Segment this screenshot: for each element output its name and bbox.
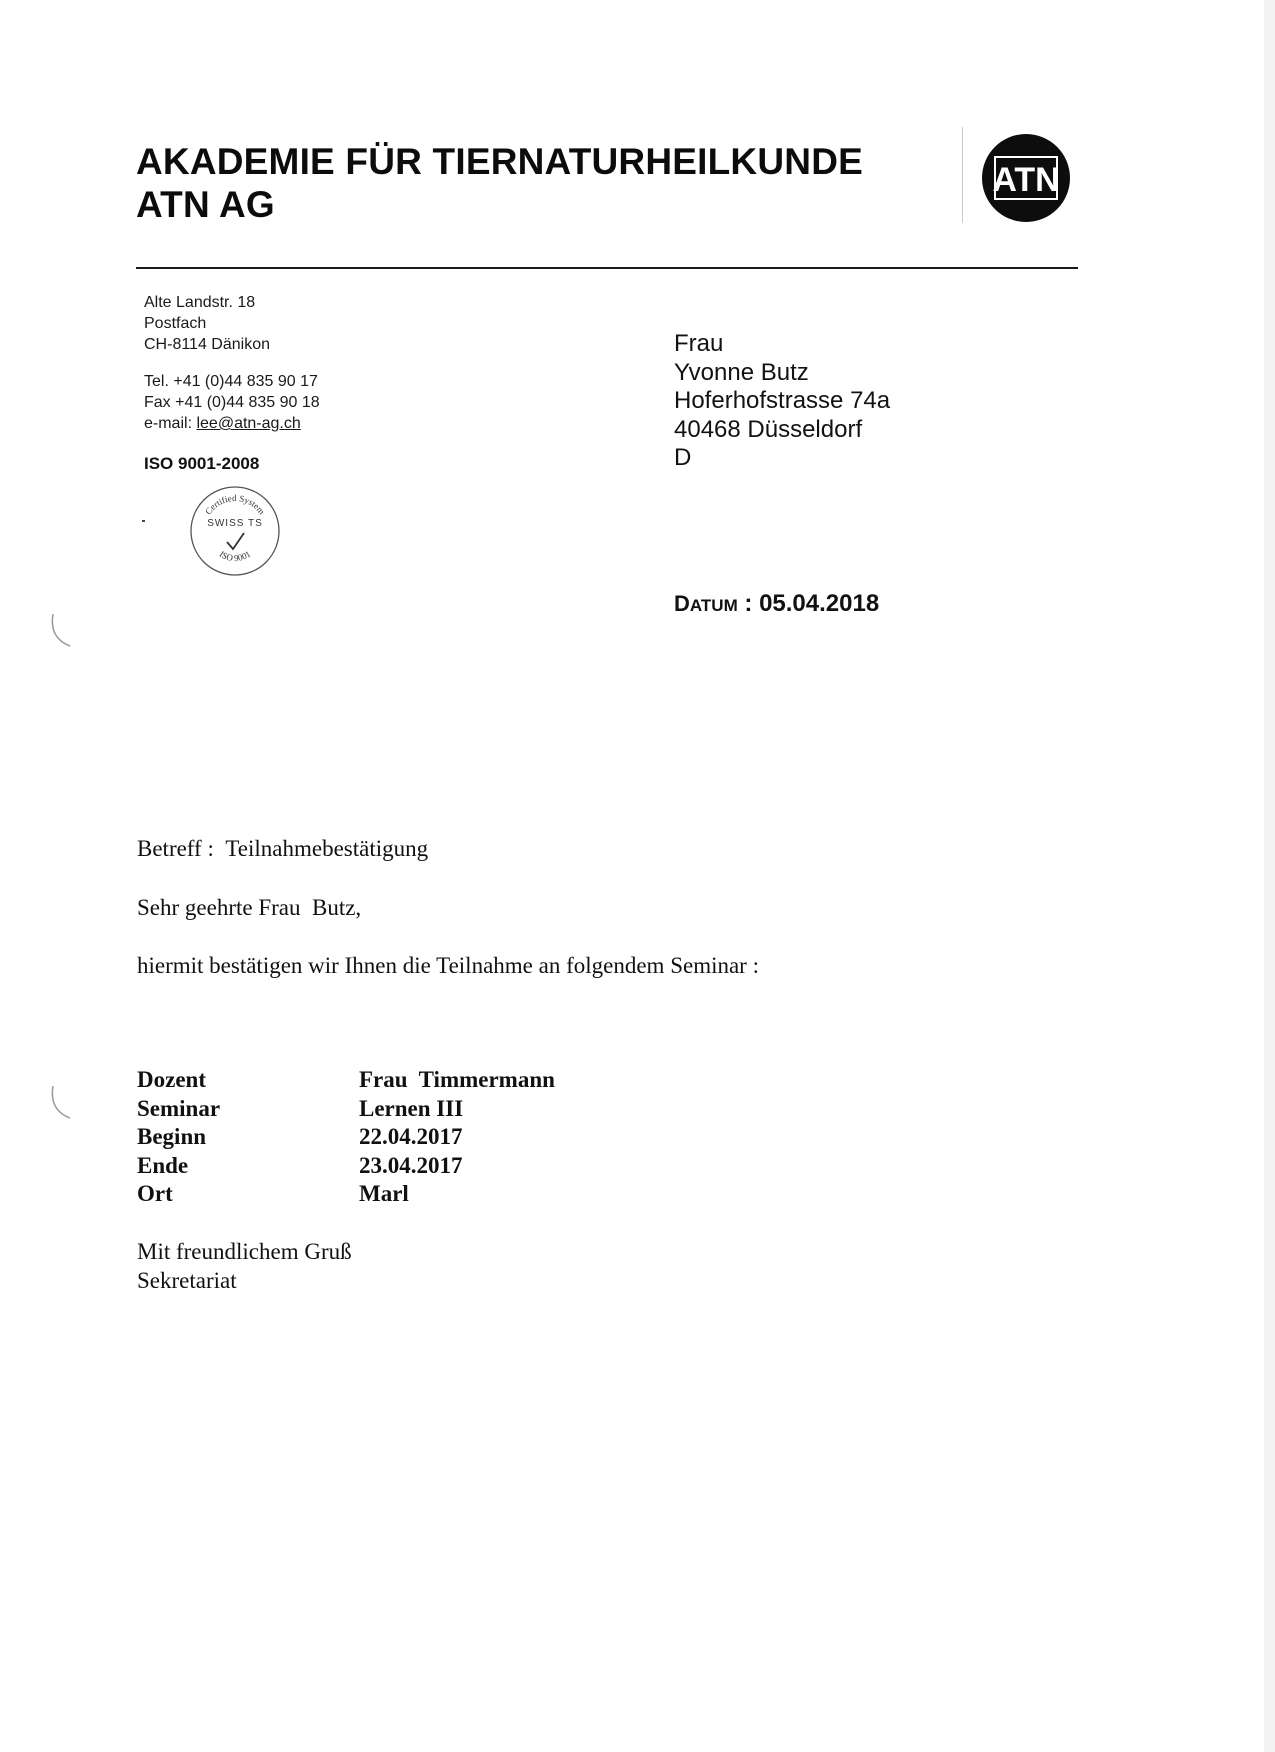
letter-closing	[137, 1238, 352, 1295]
detail-row	[137, 1095, 555, 1124]
scan-speck	[142, 520, 145, 522]
letterhead-title	[136, 140, 863, 226]
closing-signature: Sekretariat	[137, 1267, 237, 1293]
seal-mid-text: SWISS TS	[207, 518, 263, 529]
recipient-address	[674, 330, 890, 473]
detail-value: Marl	[359, 1181, 409, 1206]
date-label-initial: D	[674, 591, 690, 616]
recipient-salutation: Frau	[674, 330, 724, 357]
seal-bottom-text: ISO 9001	[217, 548, 253, 564]
recipient-street: Hoferhofstrasse 74a	[674, 387, 891, 414]
subject-line	[137, 836, 428, 862]
iso-certification: ISO 9001-2008	[144, 454, 260, 473]
detail-label: Ende	[137, 1152, 189, 1178]
detail-value: Frau Timmermann	[359, 1067, 555, 1092]
detail-label: Seminar	[137, 1095, 221, 1121]
sender-city: CH-8114 Dänikon	[144, 336, 270, 353]
recipient-city: 40468 Düsseldorf	[674, 415, 863, 443]
detail-value: 23.04.2017	[359, 1152, 463, 1178]
sender-email-row	[144, 413, 320, 434]
check-icon	[227, 533, 244, 549]
email-link[interactable]: lee@atn-ag.ch	[196, 415, 301, 432]
detail-label: Dozent	[137, 1067, 206, 1092]
detail-value: 22.04.2017	[359, 1124, 463, 1149]
letter-intro: hiermit bestätigen wir Ihnen die Teilnahme an folgendem Seminar :	[137, 953, 759, 978]
email-label: e-mail:	[144, 415, 193, 432]
org-name-line1: AKADEMIE FÜR TIERNATURHEILKUNDE	[136, 141, 863, 182]
sender-tel: Tel. +41 (0)44 835 90 17	[144, 373, 318, 390]
seal-top-text: Certified System	[203, 492, 267, 517]
detail-row	[137, 1066, 555, 1095]
date-label-rest: ATUM	[689, 596, 738, 615]
atn-logo	[981, 133, 1071, 223]
punch-hole-mark	[48, 1084, 78, 1120]
sender-fax: Fax +41 (0)44 835 90 18	[144, 394, 320, 411]
org-name-line2: ATN AG	[136, 184, 275, 225]
punch-hole-mark	[48, 612, 78, 648]
recipient-name: Yvonne Butz	[674, 358, 809, 386]
recipient-country: D	[674, 444, 692, 471]
subject-text: Teilnahmebestätigung	[225, 836, 429, 861]
detail-row	[137, 1123, 555, 1152]
subject-label: Betreff :	[137, 836, 214, 861]
page-edge-shadow	[1264, 0, 1275, 1752]
letter-salutation: Sehr geehrte Frau Butz,	[137, 895, 362, 920]
sender-address	[144, 292, 320, 434]
seminar-details	[137, 1066, 555, 1209]
closing-greeting: Mit freundlichem Gruß	[137, 1239, 352, 1264]
detail-row	[137, 1180, 555, 1209]
detail-row	[137, 1152, 555, 1181]
detail-value: Lernen III	[359, 1095, 464, 1121]
sender-street: Alte Landstr. 18	[144, 294, 256, 311]
date-separator: :	[737, 590, 760, 617]
certification-seal	[188, 484, 282, 578]
sender-postbox: Postfach	[144, 315, 207, 332]
header-rule	[136, 267, 1078, 269]
logo-text: ATN	[992, 161, 1060, 199]
date-value: 05.04.2018	[759, 590, 880, 617]
detail-label: Beginn	[137, 1124, 207, 1149]
date-line	[674, 590, 879, 618]
detail-label: Ort	[137, 1181, 173, 1206]
letterhead-divider	[962, 127, 963, 223]
